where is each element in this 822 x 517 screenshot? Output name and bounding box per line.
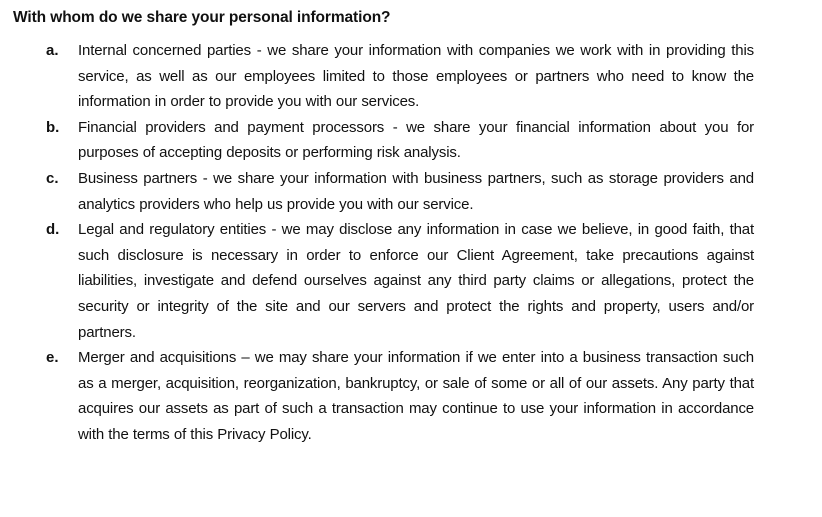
sharing-list <box>13 38 808 448</box>
list-marker: b. <box>46 118 60 136</box>
list-item-d <box>13 217 808 345</box>
list-marker: a. <box>46 42 59 59</box>
list-item-a <box>13 38 808 115</box>
list-item-text: Legal and regulatory entities - we may disclose any information in case we believe, in good faith, that such disclosure is necessary in order to enforce our Client Agreement, take precautions against liabilities, investigate and defend ourselves against any third party claims or allegations, protect the security or integrity of the site and our servers and protect the rights and property, users and/or partners. <box>78 221 754 341</box>
list-item-text: Internal concerned parties - we share your information with companies we work with in providing this service, as well as our employees limited to those employees or partners who need to know the information in order to provide you with our services. <box>78 42 754 111</box>
list-item-b <box>13 115 808 166</box>
list-item-text: Merger and acquisitions – we may share your information if we enter into a business transaction such as a merger, acquisition, reorganization, bankruptcy, or sale of some or all of our assets. Any party that acquires our assets as part of such a transaction may continue to use your information in accordance with the terms of this Privacy Policy. <box>78 349 754 443</box>
list-item-c <box>13 166 808 217</box>
list-marker: d. <box>46 221 60 239</box>
list-item-e <box>13 345 808 447</box>
list-item-text: Financial providers and payment processors - we share your financial information about you for purposes of accepting deposits or performing risk analysis. <box>78 118 754 162</box>
list-marker: c. <box>46 169 59 187</box>
section-heading: With whom do we share your personal information? <box>13 9 391 26</box>
list-item-text: Business partners - we share your information with business partners, such as storage providers and analytics providers who help us provide you with our service. <box>78 169 754 213</box>
list-marker: e. <box>46 349 59 367</box>
